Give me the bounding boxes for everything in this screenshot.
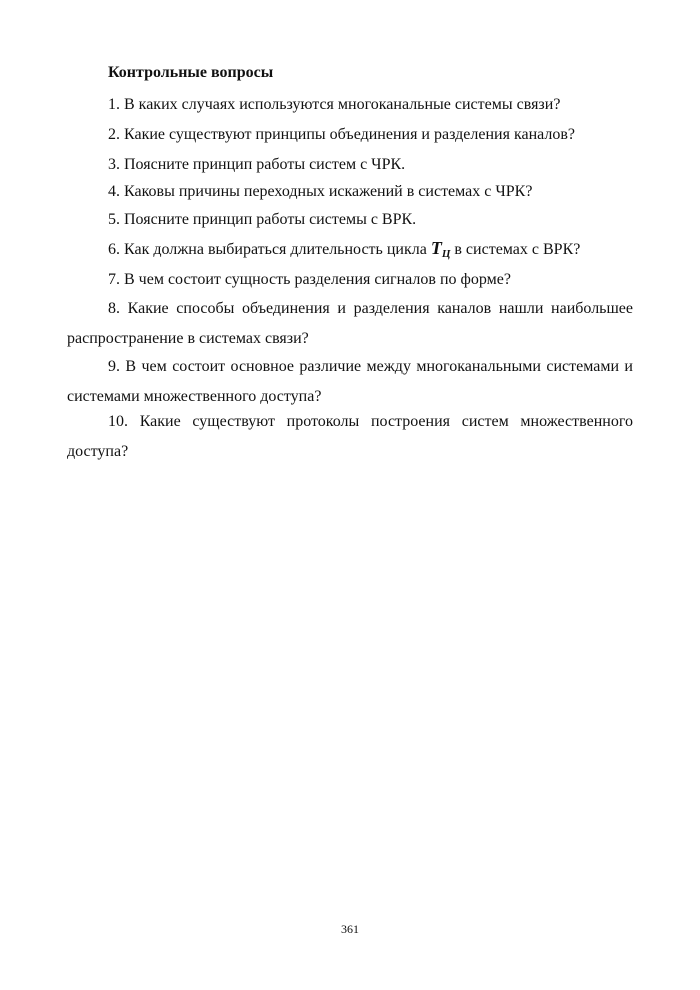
question-2: 2. Какие существуют принципы объединения и разделения каналов?	[108, 126, 576, 143]
question-4: 4. Каковы причины переходных искажений в системах с ЧРК?	[108, 183, 533, 200]
question-6	[108, 238, 580, 264]
cycle-duration-symbol	[431, 238, 451, 258]
question-1: 1. В каких случаях используются многоканальные системы связи?	[108, 96, 561, 113]
question-10: 10. Какие существуют протоколы построения систем множественного доступа?	[67, 413, 633, 460]
section-heading: Контрольные вопросы	[108, 64, 274, 81]
question-3: 3. Поясните принцип работы систем с ЧРК.	[108, 156, 406, 173]
question-5: 5. Поясните принцип работы системы с ВРК.	[108, 211, 417, 228]
question-9: 9. В чем состоит основное различие между многоканальными системами и системами множественного доступа?	[67, 358, 633, 405]
question-7: 7. В чем состоит сущность разделения сигналов по форме?	[108, 271, 511, 288]
question-6-text: 6. Как должна выбираться длительность цикла	[108, 241, 427, 258]
page-number: 361	[341, 922, 359, 936]
symbol-letter: T	[430, 238, 442, 258]
question-8: 8. Какие способы объединения и разделения каналов нашли наибольшее распространение в системах связи?	[67, 300, 633, 347]
question-6-tail: в системах с ВРК?	[454, 241, 581, 258]
symbol-subscript: Ц	[441, 248, 451, 260]
